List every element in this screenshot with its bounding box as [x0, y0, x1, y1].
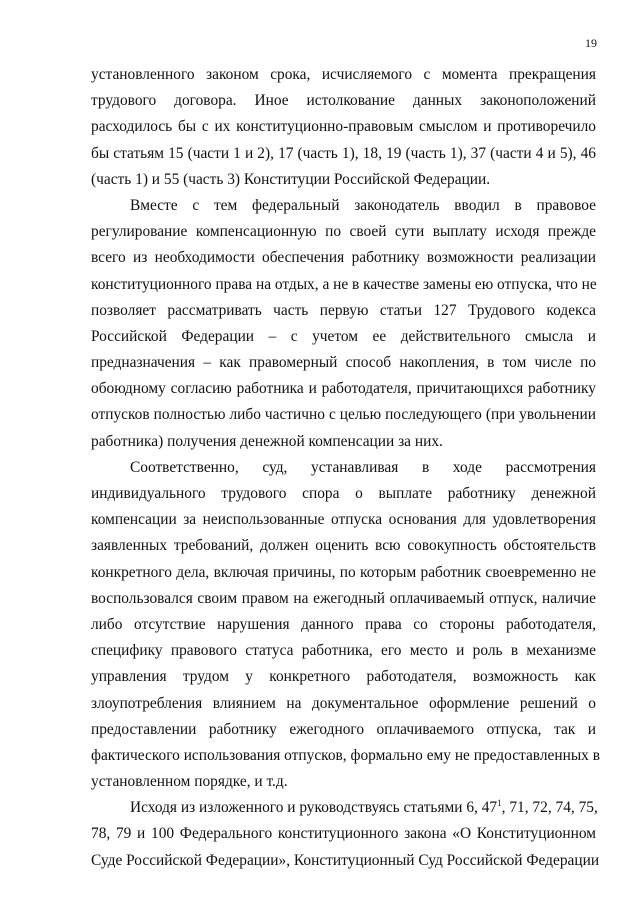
text-line: работника) получения денежной компенсации за них. [91, 432, 443, 450]
text-line: 78, 79 и 100 Федерального конституционного закона «О Конституционном [91, 825, 596, 843]
text-line: позволяет рассматривать часть первую статьи 127 Трудового кодекса [91, 301, 596, 319]
text-line: воспользовался своим правом на ежегодный оплачиваемый отпуск, наличие [91, 589, 596, 607]
text-line: Суде Российской Федерации», Конституционный Суд Российской Федерации [91, 851, 600, 869]
text-line: компенсации за неиспользованные отпуска основания для удовлетворения [91, 511, 596, 529]
text-line: управления трудом у конкретного работодателя, возможность как [91, 668, 596, 686]
text-line: Российской Федерации – с учетом ее действительного смысла и [91, 327, 596, 345]
text-line: предназначения – как правомерный способ накопления, в том числе по [91, 354, 596, 372]
text-line: индивидуального трудового спора о выплате работнику денежной [91, 485, 596, 502]
text-line: конституционного права на отдых, а не в качестве замены ею отпуска, что не [91, 275, 597, 293]
text-line [91, 795, 596, 821]
superscript: 1 [497, 798, 502, 809]
text-line: отпусков полностью либо частично с целью последующего (при увольнении [91, 406, 596, 424]
text-line: трудового договора. Иное истолкование данных законоположений [91, 92, 596, 110]
body-text [91, 62, 600, 874]
text-line: установленном порядке, и т.д. [91, 773, 288, 791]
paragraph-2 [91, 193, 596, 455]
text-line: установленного законом срока, исчисляемого с момента прекращения [91, 66, 596, 83]
page-number: 19 [585, 36, 597, 50]
text-segment: , 71, 72, 74, 75, [501, 799, 598, 817]
text-line: предоставлении работнику ежегодного оплачиваемого отпуска, так и [91, 720, 596, 738]
text-line: всего из необходимости обеспечения работнику возможности реализации [91, 249, 596, 267]
text-line: бы статьям 15 (части 1 и 2), 17 (часть 1), 18, 19 (часть 1), 37 (части 4 и 5), 46 [91, 144, 596, 162]
text-line: Соответственно, суд, устанавливая в ходе рассмотрения [130, 458, 596, 476]
text-segment: Исходя из изложенного и руководствуясь статьями 6, 47 [130, 799, 498, 817]
paragraph-1 [91, 62, 596, 193]
text-line: специфику правового статуса работника, его место и роль в механизме [91, 642, 596, 660]
text-line: заявленных требований, должен оценить всю совокупность обстоятельств [91, 537, 596, 555]
text-line: расходилось бы с их конституционно-правовым смыслом и противоречило [91, 118, 596, 136]
text-line: конкретного дела, включая причины, по которым работник своевременно не [91, 563, 596, 581]
text-line: фактического использования отпусков, формально ему не предоставленных в [91, 746, 600, 764]
text-line: либо отсутствие нарушения данного права со стороны работодателя, [91, 615, 596, 633]
text-line: регулирование компенсационную по своей сути выплату исходя прежде [91, 223, 596, 241]
text-line: обоюдному согласию работника и работодателя, причитающихся работнику [91, 380, 596, 398]
paragraph-4 [91, 795, 600, 874]
text-line: (часть 1) и 55 (часть 3) Конституции Российской Федерации. [91, 170, 491, 188]
text-line: злоупотребления влиянием на документальное оформление решений о [91, 694, 596, 712]
text-line: Вместе с тем федеральный законодатель вводил в правовое [130, 196, 596, 214]
paragraph-3 [91, 455, 600, 795]
